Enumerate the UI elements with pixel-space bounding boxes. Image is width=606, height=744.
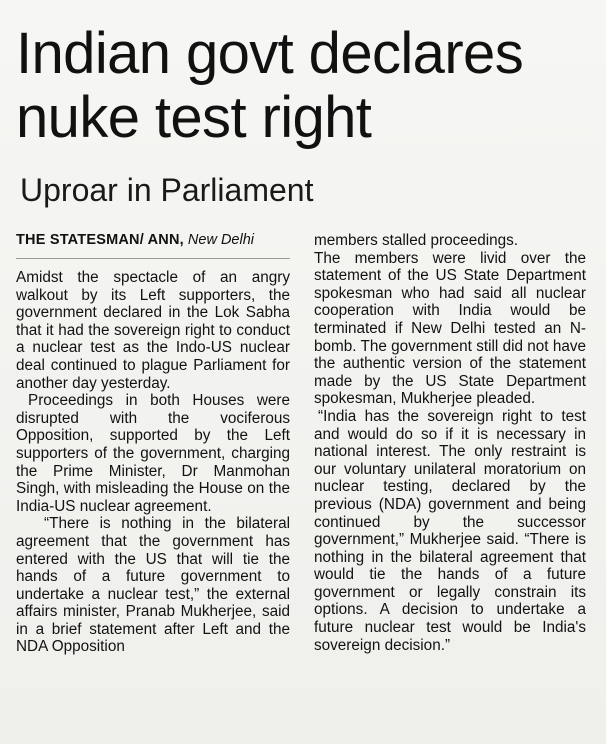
paragraph: Amidst the spectacle of an angry walkout by its Left supporters, the government declared in the Lok Sabha that it had the sovereign right to conduct a nuclear test as the Indo-US nuclear deal continued to plague Parliament for another day yesterday. [16, 269, 290, 392]
byline-divider [16, 258, 290, 259]
byline-source: THE STATESMAN/ ANN, [16, 232, 184, 248]
article-column-right [314, 232, 586, 654]
byline [16, 232, 290, 249]
paragraph: members stalled proceedings. [314, 232, 519, 249]
paragraph: “India has the sovereign right to test and would do so if it is necessary in national interest. The only restraint is our voluntary unilateral moratorium on nuclear testing, declared by the previous (NDA) government and being continued by the successor government,” Mukherjee said. “There is nothing in the bilateral agreement that would tie the hands of a future government or legally constrain its options. A decision to undertake a future nuclear test would be India's sovereign decision.” [314, 407, 586, 654]
paragraph: “There is nothing in the bilateral agreement that the government has entered with the US that will tie the hands of a future government to undertake a nuclear test,” the external affairs minister, Pranab Mukherjee, said in a brief statement after Left and the NDA Opposition [16, 515, 290, 656]
headline: Indian govt declares nuke test right [16, 21, 524, 150]
subheadline: Uproar in Parliament [20, 172, 314, 208]
byline-location: New Delhi [187, 232, 254, 248]
paragraph: Proceedings in both Houses were disrupted with the vociferous Opposition, supported by the Left supporters of the government, charging the Prime Minister, Dr Manmohan Singh, with misleading the House on the India-US nuclear agreement. [16, 392, 290, 515]
article-column-left [16, 232, 290, 656]
paragraph: The members were livid over the statement of the US State Department spokesman who had said all nuclear cooperation with India would be terminated if New Delhi tested an N-bomb. The government still did not have the authentic version of the statement made by the US State Department spokesman, Mukherjee pleaded. [314, 249, 586, 408]
